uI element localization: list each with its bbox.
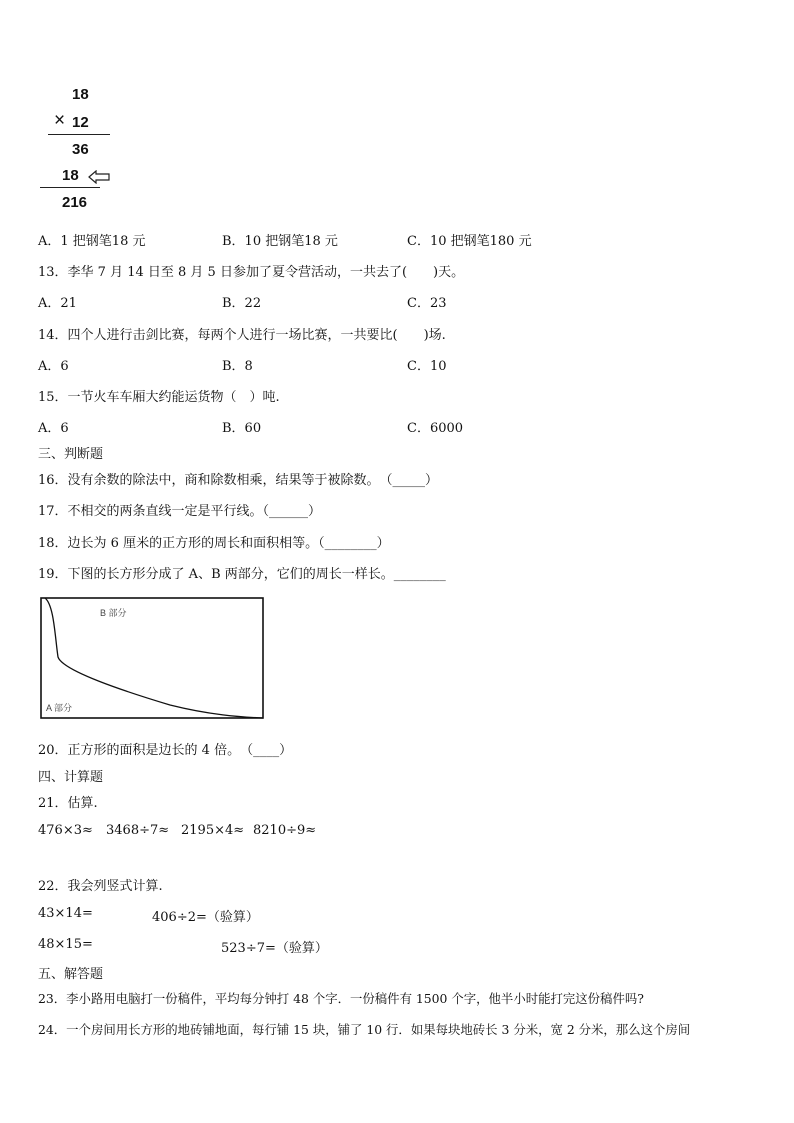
calc-rule-2 bbox=[40, 187, 100, 188]
question-13: 13．李华 7 月 14 日至 8 月 5 日参加了夏令营活动，一共去了( )天。 bbox=[38, 265, 465, 280]
q14-option-a: A．6 bbox=[38, 359, 69, 374]
left-arrow-icon bbox=[88, 170, 110, 184]
figure-label-a: A 部分 bbox=[46, 703, 73, 713]
q13-option-c: C．23 bbox=[407, 296, 447, 311]
question-20: 20．正方形的面积是边长的 4 倍。 （____） bbox=[38, 743, 293, 758]
figure-label-b: B 部分 bbox=[100, 608, 127, 618]
question-21-title: 21．估算. bbox=[38, 796, 98, 811]
times-sign: × bbox=[54, 110, 66, 131]
vertical-calc-item-1: 43×14= bbox=[38, 906, 93, 921]
estimate-item-2: 3468÷7≈ bbox=[106, 823, 170, 838]
calc-rule-1 bbox=[48, 134, 110, 135]
q13-option-a: A．21 bbox=[38, 296, 77, 311]
calc-multiplicand: 18 bbox=[72, 86, 89, 103]
question-15: 15．一节火车车厢大约能运货物（ ）吨. bbox=[38, 390, 280, 405]
question-19: 19．下图的长方形分成了 A、B 两部分，它们的周长一样长。________ bbox=[38, 567, 446, 582]
calc-partial-1: 36 bbox=[72, 141, 89, 158]
estimate-item-1: 476×3≈ bbox=[38, 823, 93, 838]
section-5-heading: 五、解答题 bbox=[38, 967, 104, 982]
q14-option-b: B．8 bbox=[222, 359, 253, 374]
question-17: 17．不相交的两条直线一定是平行线。（______） bbox=[38, 504, 322, 519]
calc-multiplier: 12 bbox=[72, 114, 89, 131]
rectangle-figure bbox=[40, 597, 264, 719]
question-16: 16．没有余数的除法中，商和除数相乘，结果等于被除数。 （_____） bbox=[38, 473, 439, 488]
q15-option-c: C．6000 bbox=[407, 421, 464, 436]
q12-option-a: A．1 把钢笔18 元 bbox=[38, 234, 146, 249]
question-14: 14．四个人进行击剑比赛，每两个人进行一场比赛，一共要比( )场. bbox=[38, 328, 446, 343]
q12-option-b: B．10 把钢笔18 元 bbox=[222, 234, 338, 249]
section-4-heading: 四、计算题 bbox=[38, 770, 104, 785]
question-24: 24．一个房间用长方形的地砖铺地面，每行铺 15 块，铺了 10 行．如果每块地砖长 3 分米，宽 2 分米，那么这个房间 bbox=[38, 1022, 691, 1037]
q15-option-a: A．6 bbox=[38, 421, 69, 436]
question-23: 23．李小路用电脑打一份稿件，平均每分钟打 48 个字．一份稿件有 1500 个字，他半小时能打完这份稿件吗? bbox=[38, 991, 644, 1006]
estimate-item-3: 2195×4≈ bbox=[181, 823, 245, 838]
q15-option-b: B．60 bbox=[222, 421, 262, 436]
calc-product: 216 bbox=[62, 194, 88, 211]
q12-option-c: C．10 把钢笔180 元 bbox=[407, 234, 532, 249]
calc-partial-2: 18 bbox=[62, 167, 79, 184]
section-3-heading: 三、判断题 bbox=[38, 447, 104, 462]
vertical-calc-item-2: 406÷2=（验算） bbox=[152, 910, 259, 925]
vertical-calc-item-3: 48×15= bbox=[38, 937, 93, 952]
question-18: 18．边长为 6 厘米的正方形的周长和面积相等。（________） bbox=[38, 536, 390, 551]
q14-option-c: C．10 bbox=[407, 359, 447, 374]
question-22-title: 22．我会列竖式计算. bbox=[38, 879, 163, 894]
estimate-item-4: 8210÷9≈ bbox=[253, 823, 317, 838]
q13-option-b: B．22 bbox=[222, 296, 262, 311]
vertical-calc-item-4: 523÷7=（验算） bbox=[221, 941, 328, 956]
